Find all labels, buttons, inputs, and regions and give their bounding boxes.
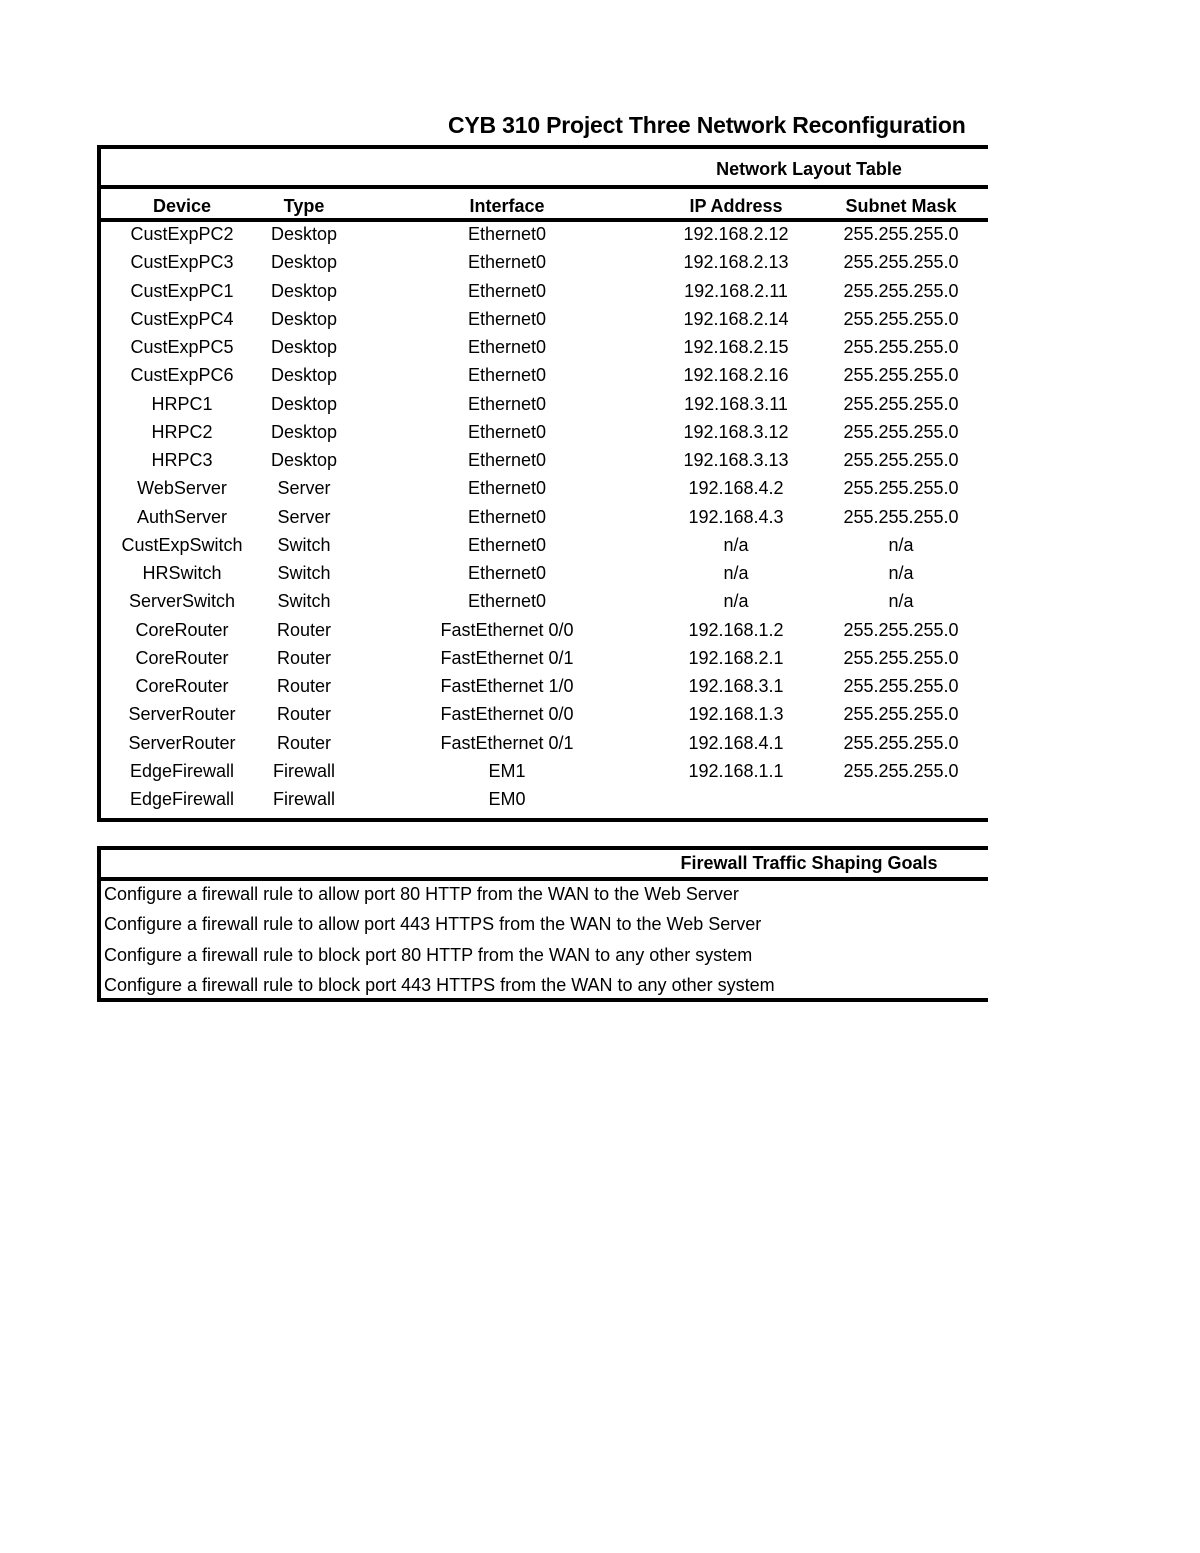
- cell-ip-address: 192.168.2.14: [683, 308, 789, 329]
- cell-type: Desktop: [270, 421, 338, 442]
- cell-interface: Ethernet0: [467, 337, 547, 357]
- network-layout-table: [97, 145, 988, 822]
- table-row: [101, 281, 988, 309]
- cell-device: ServerRouter: [128, 732, 236, 753]
- cell-ip-address: 192.168.2.15: [683, 337, 789, 357]
- cell-interface: Ethernet0: [467, 421, 547, 442]
- column-header-type: Type: [283, 196, 325, 216]
- table-row: [101, 563, 988, 591]
- table-row: [101, 591, 988, 619]
- cell-interface: FastEthernet 0/1: [440, 647, 574, 668]
- cell-device: HRPC1: [151, 393, 213, 414]
- divider: [97, 185, 988, 189]
- table-row: [101, 309, 988, 337]
- cell-interface: EM0: [488, 789, 526, 809]
- table-row: [101, 478, 988, 506]
- goal-item: Configure a firewall rule to allow port 443 HTTPS from the WAN to the Web Server: [104, 914, 762, 935]
- cell-type: Desktop: [270, 365, 338, 386]
- cell-ip-address: 192.168.2.11: [684, 280, 788, 301]
- divider: [97, 877, 988, 881]
- cell-type: Switch: [277, 563, 331, 583]
- cell-type: Router: [276, 676, 332, 696]
- table-row: [101, 337, 988, 365]
- cell-type: Firewall: [272, 789, 336, 809]
- goal-item: Configure a firewall rule to block port 443 HTTPS from the WAN to any other system: [104, 974, 775, 995]
- cell-device: EdgeFirewall: [129, 789, 235, 809]
- table-row: [101, 789, 988, 817]
- cell-ip-address: 192.168.3.11: [684, 393, 788, 414]
- table-row: [101, 365, 988, 393]
- cell-interface: FastEthernet 0/1: [440, 732, 574, 753]
- cell-subnet-mask: 255.255.255.0: [843, 676, 959, 696]
- column-header-device: Device: [152, 196, 212, 216]
- cell-subnet-mask: 255.255.255.0: [843, 732, 959, 753]
- cell-ip-address: 192.168.3.12: [683, 421, 789, 442]
- cell-subnet-mask: 255.255.255.0: [843, 393, 959, 414]
- cell-device: CoreRouter: [135, 676, 229, 696]
- cell-type: Desktop: [270, 450, 338, 470]
- cell-device: ServerRouter: [128, 704, 236, 725]
- cell-device: ServerSwitch: [128, 591, 236, 612]
- page-title: CYB 310 Project Three Network Reconfiguration: [448, 112, 966, 138]
- cell-subnet-mask: n/a: [888, 563, 914, 583]
- cell-device: HRPC2: [151, 421, 213, 442]
- table-row: [101, 733, 988, 761]
- table-row: [101, 704, 988, 732]
- table-row: [101, 450, 988, 478]
- cell-subnet-mask: 255.255.255.0: [843, 224, 959, 244]
- cell-subnet-mask: 255.255.255.0: [843, 252, 959, 273]
- cell-device: EdgeFirewall: [129, 760, 235, 781]
- cell-type: Switch: [277, 591, 331, 612]
- cell-ip-address: 192.168.1.1: [688, 760, 784, 781]
- cell-device: CustExpPC6: [130, 365, 234, 386]
- table-row: [101, 394, 988, 422]
- cell-type: Desktop: [270, 393, 338, 414]
- column-header-interface: Interface: [469, 196, 545, 216]
- cell-subnet-mask: n/a: [888, 591, 914, 612]
- cell-interface: Ethernet0: [467, 478, 547, 499]
- cell-interface: Ethernet0: [467, 563, 547, 583]
- cell-type: Desktop: [270, 280, 338, 301]
- cell-subnet-mask: 255.255.255.0: [843, 506, 959, 527]
- table-row: [101, 535, 988, 563]
- cell-ip-address: 192.168.3.1: [688, 676, 784, 696]
- table-row: [101, 676, 988, 704]
- cell-interface: Ethernet0: [467, 308, 547, 329]
- table-row: [101, 422, 988, 450]
- cell-type: Router: [276, 732, 332, 753]
- cell-subnet-mask: 255.255.255.0: [843, 647, 959, 668]
- cell-device: CustExpSwitch: [121, 534, 243, 555]
- cell-subnet-mask: 255.255.255.0: [843, 365, 959, 386]
- cell-interface: FastEthernet 0/0: [440, 619, 574, 640]
- cell-interface: FastEthernet 0/0: [440, 704, 574, 725]
- cell-interface: Ethernet0: [467, 534, 547, 555]
- cell-ip-address: 192.168.2.12: [683, 224, 789, 244]
- cell-ip-address: 192.168.2.16: [683, 365, 789, 386]
- cell-type: Switch: [277, 534, 331, 555]
- table-row: [101, 252, 988, 280]
- cell-type: Server: [277, 506, 331, 527]
- table-row: [101, 648, 988, 676]
- cell-interface: Ethernet0: [467, 252, 547, 273]
- cell-subnet-mask: n/a: [888, 534, 914, 555]
- cell-device: AuthServer: [136, 506, 228, 527]
- firewall-goals-table: [97, 846, 988, 1002]
- cell-subnet-mask: 255.255.255.0: [843, 280, 959, 301]
- cell-ip-address: 192.168.4.3: [688, 506, 784, 527]
- column-header-subnet-mask: Subnet Mask: [845, 196, 957, 216]
- cell-interface: Ethernet0: [467, 224, 547, 244]
- cell-interface: FastEthernet 1/0: [440, 676, 574, 696]
- cell-subnet-mask: 255.255.255.0: [843, 619, 959, 640]
- cell-interface: Ethernet0: [467, 393, 547, 414]
- table-row: [101, 224, 988, 252]
- cell-ip-address: 192.168.1.2: [688, 619, 784, 640]
- cell-ip-address: 192.168.2.13: [683, 252, 789, 273]
- cell-device: CustExpPC2: [130, 224, 234, 244]
- cell-type: Router: [276, 647, 332, 668]
- cell-ip-address: n/a: [723, 534, 749, 555]
- cell-subnet-mask: 255.255.255.0: [843, 421, 959, 442]
- cell-ip-address: n/a: [723, 591, 749, 612]
- cell-type: Desktop: [270, 252, 338, 273]
- cell-device: WebServer: [137, 478, 227, 499]
- cell-device: HRSwitch: [142, 563, 222, 583]
- cell-type: Firewall: [272, 760, 336, 781]
- cell-ip-address: 192.168.2.1: [688, 647, 784, 668]
- cell-ip-address: 192.168.3.13: [683, 450, 789, 470]
- cell-type: Router: [276, 619, 332, 640]
- table-caption: Firewall Traffic Shaping Goals: [680, 853, 938, 873]
- cell-interface: Ethernet0: [467, 506, 547, 527]
- cell-subnet-mask: 255.255.255.0: [843, 450, 959, 470]
- divider: [97, 218, 988, 222]
- cell-interface: Ethernet0: [467, 365, 547, 386]
- cell-subnet-mask: 255.255.255.0: [843, 308, 959, 329]
- cell-device: CustExpPC5: [130, 337, 234, 357]
- cell-type: Desktop: [270, 224, 338, 244]
- cell-type: Router: [276, 704, 332, 725]
- cell-ip-address: 192.168.4.2: [688, 478, 784, 499]
- cell-device: CustExpPC3: [130, 252, 234, 273]
- table-row: [101, 761, 988, 789]
- goal-item: Configure a firewall rule to allow port 80 HTTP from the WAN to the Web Server: [104, 884, 739, 904]
- cell-interface: Ethernet0: [467, 280, 547, 301]
- table-row: [101, 620, 988, 648]
- cell-subnet-mask: 255.255.255.0: [843, 704, 959, 725]
- cell-type: Server: [277, 478, 331, 499]
- cell-type: Desktop: [270, 337, 338, 357]
- cell-device: HRPC3: [151, 450, 213, 470]
- column-header-ip-address: IP Address: [689, 196, 783, 216]
- cell-ip-address: n/a: [723, 563, 749, 583]
- cell-device: CustExpPC1: [130, 280, 234, 301]
- cell-device: CoreRouter: [135, 647, 229, 668]
- table-caption: Network Layout Table: [716, 159, 902, 179]
- cell-device: CoreRouter: [135, 619, 229, 640]
- cell-interface: Ethernet0: [467, 450, 547, 470]
- cell-subnet-mask: 255.255.255.0: [843, 337, 959, 357]
- cell-interface: Ethernet0: [467, 591, 547, 612]
- cell-ip-address: 192.168.1.3: [688, 704, 784, 725]
- table-row: [101, 507, 988, 535]
- cell-interface: EM1: [488, 760, 526, 781]
- cell-subnet-mask: 255.255.255.0: [843, 478, 959, 499]
- cell-subnet-mask: 255.255.255.0: [843, 760, 959, 781]
- cell-device: CustExpPC4: [130, 308, 234, 329]
- cell-type: Desktop: [270, 308, 338, 329]
- goal-item: Configure a firewall rule to block port 80 HTTP from the WAN to any other system: [104, 944, 753, 965]
- cell-ip-address: 192.168.4.1: [688, 732, 784, 753]
